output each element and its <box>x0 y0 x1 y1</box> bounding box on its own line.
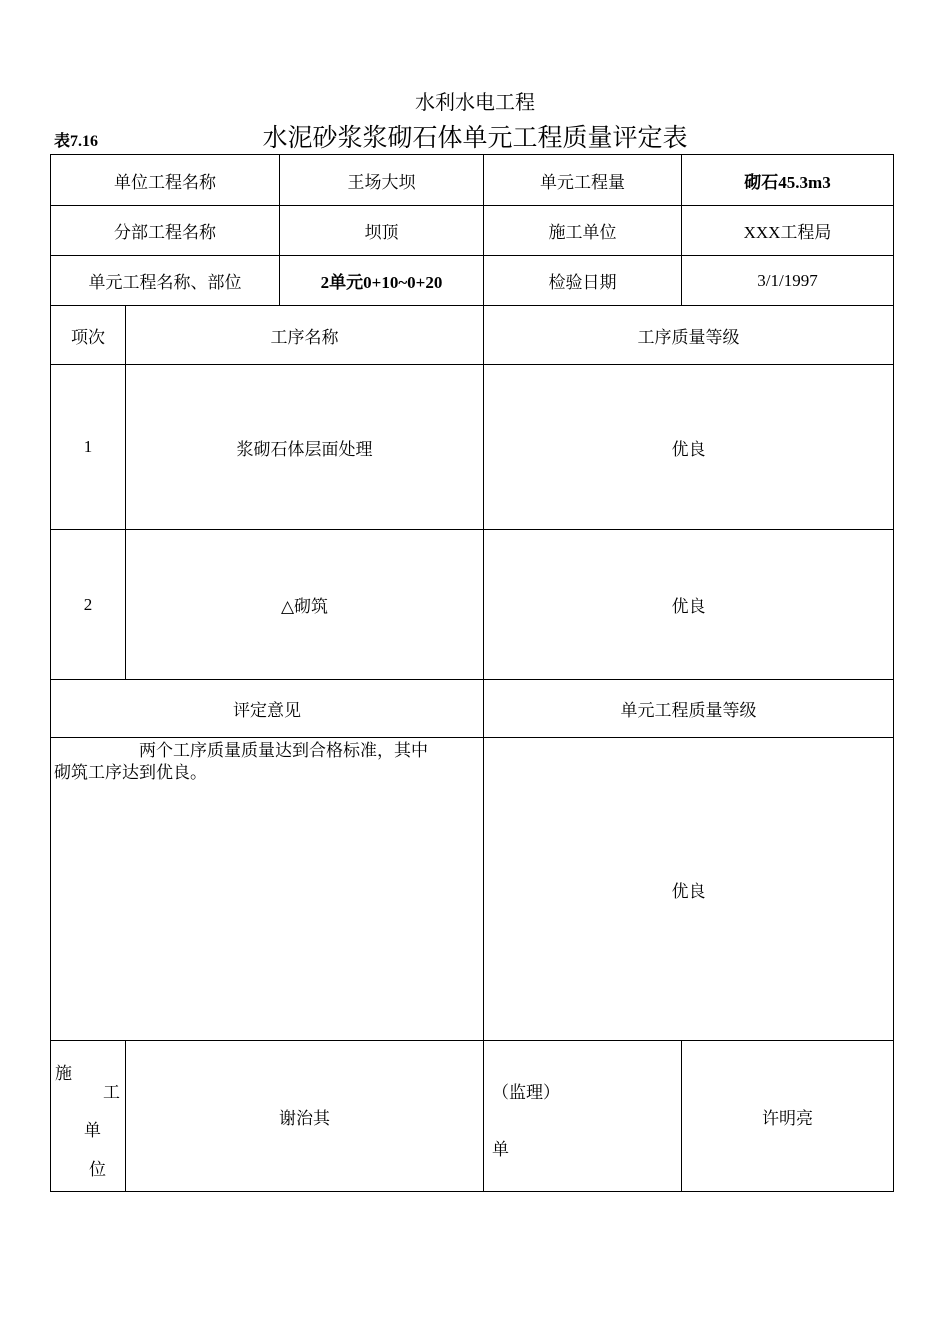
opinion-label: 评定意见 <box>51 680 484 738</box>
process-name-header: 工序名称 <box>126 306 484 365</box>
element-quantity-value: 砌石45.3m3 <box>682 155 894 206</box>
row-number: 1 <box>51 365 126 530</box>
label-char: 单 <box>84 1121 101 1141</box>
unit-project-name-label: 单位工程名称 <box>51 155 280 206</box>
inspection-date-label: 检验日期 <box>484 256 682 306</box>
info-row-1 <box>51 155 894 206</box>
unit-project-name-value: 王场大坝 <box>280 155 484 206</box>
supervision-unit-label <box>484 1041 682 1192</box>
label-char: 位 <box>89 1160 106 1180</box>
division-name-value: 坝顶 <box>280 206 484 256</box>
construction-signer: 谢治其 <box>126 1041 484 1192</box>
evaluation-content-row <box>51 738 894 1041</box>
element-name-label: 单元工程名称、部位 <box>51 256 280 306</box>
supervision-label-line-1: （监理） <box>492 1083 560 1103</box>
division-name-label: 分部工程名称 <box>51 206 280 256</box>
item-header: 项次 <box>51 306 126 365</box>
element-grade-value: 优良 <box>484 738 894 1041</box>
opinion-line-1: 两个工序质量质量达到合格标准，其中 <box>139 741 428 761</box>
inspection-date-value: 3/1/1997 <box>682 256 894 306</box>
evaluation-header-row <box>51 680 894 738</box>
info-row-3 <box>51 256 894 306</box>
opinion-text <box>51 738 484 1041</box>
row-number: 2 <box>51 530 126 680</box>
evaluation-form <box>50 154 894 1192</box>
construction-unit-vertical-label <box>51 1041 126 1192</box>
element-name-value: 2单元0+10~0+20 <box>280 256 484 306</box>
process-name: △砌筑 <box>126 530 484 680</box>
supervision-signer: 许明亮 <box>682 1041 894 1192</box>
opinion-line-2: 砌筑工序达到优良。 <box>54 763 207 783</box>
table-row <box>51 530 894 680</box>
element-quantity-label: 单元工程量 <box>484 155 682 206</box>
page-title: 水泥砂浆浆砌石体单元工程质量评定表 <box>262 123 688 152</box>
construction-unit-value: XXX工程局 <box>682 206 894 256</box>
process-grade-header: 工序质量等级 <box>484 306 894 365</box>
info-row-2 <box>51 206 894 256</box>
label-char: 施 <box>55 1064 72 1084</box>
label-char: 工 <box>103 1083 120 1103</box>
supervision-label-line-2: 单 <box>492 1140 509 1160</box>
construction-unit-label: 施工单位 <box>484 206 682 256</box>
signature-row <box>51 1041 894 1192</box>
process-grade: 优良 <box>484 365 894 530</box>
process-name: 浆砌石体层面处理 <box>126 365 484 530</box>
process-header-row <box>51 306 894 365</box>
table-row <box>51 365 894 530</box>
table-number: 表7.16 <box>54 133 99 150</box>
element-grade-label: 单元工程质量等级 <box>484 680 894 738</box>
process-grade: 优良 <box>484 530 894 680</box>
document-subtitle: 水利水电工程 <box>415 90 535 114</box>
